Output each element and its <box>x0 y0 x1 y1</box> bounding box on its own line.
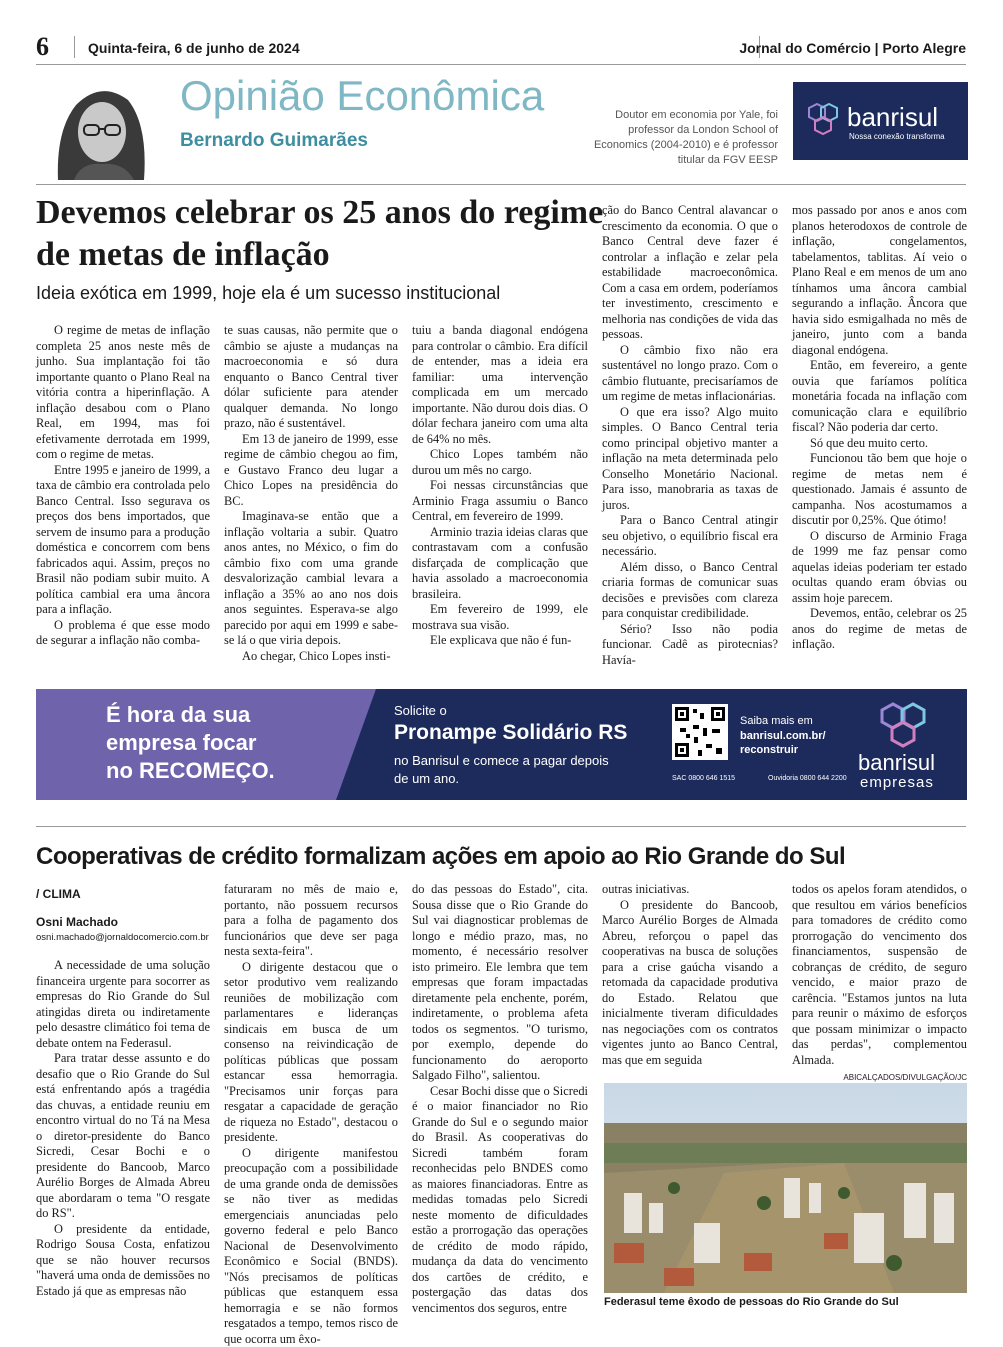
ad-desc-line: de um ano. <box>394 771 459 786</box>
paragraph: Arminio trazia ideias claras que contrastavam com a confusão disfarçada de complicação que havia assolado a macroeconomia brasileira. <box>412 525 588 603</box>
paragraph: Só que deu muito certo. <box>792 436 967 452</box>
ad-product: Pronampe Solidário RS <box>394 721 627 745</box>
paragraph: todos os apelos foram atendidos, o que resultou em vários benefícios para tomadores de crédito como prorrogação do vencimento dos financiamentos, suspensão de cobranças de crédito, de seguro vencido, e maior prazo de carência. "Estamos juntos na luta para reunir o máximo de esforços que possam minimizar o impacto das perdas", complementou Almada. <box>792 882 967 1068</box>
header-divider <box>74 36 75 58</box>
paragraph: Imaginava-se então que a inflação voltaria a subir. Quatro anos antes, no México, o fim do câmbio fixo com uma grande desvalorização cambial levara a inflação a 35% ao ano nos dois anos seguintes. Esperava-se algo parecido por aqui em 1999 e sabe-se lá o que viria depois. <box>224 509 398 649</box>
paragraph: O dirigente manifestou preocupação com a possibilidade de uma grande onda de demissões se não tiver as medidas emergenciais anunciadas pelo governo federal e pelo Banco Nacional de Desenvolvimento Econômico e Social (BNDS). "Nós precisamos de políticas públicas que estanquem essa hemorragia e se não formos resgatados a tempo, temos risco de que ocorra um êxo- <box>224 1146 398 1347</box>
article1-column-2 <box>224 323 398 664</box>
banrisul-logo-icon <box>805 102 841 138</box>
sponsor-logo <box>793 82 968 160</box>
ad-brand: banrisul <box>858 750 935 776</box>
ad-url[interactable]: banrisul.com.br/ <box>740 730 826 742</box>
article2-column-2 <box>224 882 398 1347</box>
paragraph: Sério? Isso não podia funcionar. Cadê as pirotecnias? Havía- <box>602 622 778 669</box>
banrisul-logo-icon <box>876 701 930 751</box>
section-rule <box>36 184 966 185</box>
paragraph: ção do Banco Central alavancar o crescimento da economia. O que o Banco Central deve fazer é controlar a inflação e zelar pela estabilidade macroeconômica. Com a casa em ordem, poderíamos ter investimento, crescimento e melhoria nas condições de vida das pessoas. <box>602 203 778 343</box>
paragraph: te suas causas, não permite que o câmbio se ajuste a mudanças na macroeconomia e só dura enquanto o Banco Central tiver dólar suficiente para atender qualquer demanda. No longo prazo, não é sustentável. <box>224 323 398 432</box>
paragraph: O problema é que esse modo de segurar a inflação não comba- <box>36 618 210 649</box>
paragraph: Foi nessas circunstâncias que Arminio Fraga assumiu o Banco Central, em fevereiro de 1999. <box>412 478 588 525</box>
ad-solicite: Solicite o <box>394 703 447 718</box>
paragraph: mos passado por anos e anos com planos heterodoxos de controle de inflação, congelamentos, tabelamentos, tablitas. Aí veio o Plano Real e em menos de um ano tínhamos uma âncora cambial segurando a inflação. Âncora que havia sido esmigalhada no mês de janeiro, junto com a banda diagonal endógena. <box>792 203 967 358</box>
ad-headline-line: no RECOMEÇO. <box>106 757 275 785</box>
article1-column-4 <box>602 203 778 668</box>
ad-ouvidoria: Ouvidoria 0800 644 2200 <box>768 775 847 782</box>
paragraph: O discurso de Arminio Fraga de 1999 me faz pensar como aquelas ideias poderiam ter estado ocultas quando eram óbvias ou assim hoje parecem. <box>792 529 967 607</box>
article2-author: Osni Machado <box>36 915 118 929</box>
article2-headline: Cooperativas de crédito formalizam ações em apoio ao Rio Grande do Sul <box>36 843 845 871</box>
paragraph: outras iniciativas. <box>602 882 778 898</box>
sponsor-tagline: Nossa conexão transforma <box>849 132 945 141</box>
article-headline: Devemos celebrar os 25 anos do regime de metas de inflação <box>36 192 606 276</box>
ad-brand-sub: empresas <box>860 774 934 791</box>
paragraph: Para o Banco Central atingir seu objetivo, o equilíbrio fiscal era necessário. <box>602 513 778 560</box>
header-rule <box>36 64 966 65</box>
section-rule <box>36 826 966 827</box>
paragraph: Em 13 de janeiro de 1999, esse regime de câmbio chegou ao fim, e Gustavo Franco deu lugar a Chico Lopes na presidência do BC. <box>224 432 398 510</box>
paragraph: Ele explicava que não é fun- <box>412 633 588 649</box>
ad-headline-line: empresa focar <box>106 729 275 757</box>
paragraph: Entre 1995 e janeiro de 1999, a taxa de câmbio era controlada pelo Banco Central. Isso segurava os preços dos bens importados, que servem de insumo para a produção doméstica e concorrem com bens fabricados aqui. Assim, preços no Brasil não podiam subir muito. A política cambial era uma âncora para a inflação. <box>36 463 210 618</box>
article1-column-3 <box>412 323 588 649</box>
photo-caption: Federasul teme êxodo de pessoas do Rio Grande do Sul <box>604 1296 899 1308</box>
header-date: Quinta-feira, 6 de junho de 2024 <box>88 40 300 56</box>
section-tag: / CLIMA <box>36 887 81 901</box>
paragraph: O presidente do Bancoob, Marco Aurélio Borges de Almada Abreu, reforçou o papel das cooperativas na busca de soluções para a crise gaúcha visando a retomada da capacidade produtiva do Estado. Relatou que inicialmente tiveram dificuldades nas negociações com os contratos vigentes junto ao Banco Central, mas que em seguida <box>602 898 778 1069</box>
article2-column-5 <box>792 882 967 1068</box>
article1-column-1 <box>36 323 210 649</box>
photo-credit: ABICALÇADOS/DIVULGAÇÃO/JC <box>604 1073 967 1082</box>
article1-column-5 <box>792 203 967 653</box>
paragraph: Então, em fevereiro, a gente ouvia que faríamos política monetária focada na inflação com comunicação clara e equilíbrio fiscal? Não poderia dar certo. <box>792 358 967 436</box>
article2-column-3 <box>412 882 588 1316</box>
paragraph: Ao chegar, Chico Lopes insti- <box>224 649 398 665</box>
ad-headline-line: É hora da sua <box>106 701 275 729</box>
paragraph: A necessidade de uma solução financeira urgente para socorrer as empresas do Rio Grande do Sul atingidas direta ou indiretamente pelo desastre climático foi tema de debate ontem na Federasul. <box>36 958 210 1051</box>
paragraph: O presidente da entidade, Rodrigo Sousa Costa, enfatizou que se não houver recursos "haverá uma onda de demissões no Estado já que as empresas não <box>36 1222 210 1300</box>
paragraph: Além disso, o Banco Central criaria formas de comunicar suas decisões e previsões com clareza para conquistar credibilidade. <box>602 560 778 622</box>
page-number: 6 <box>36 32 49 62</box>
article2-column-1 <box>36 958 210 1299</box>
article2-column-4 <box>602 882 778 1068</box>
ad-headline <box>106 701 275 785</box>
paragraph: O câmbio fixo não era sustentável no longo prazo. Com o câmbio flutuante, precisaríamos de um regime de metas inflacionárias. <box>602 343 778 405</box>
author-photo <box>36 70 166 180</box>
ad-desc-line: no Banrisul e comece a pagar depois <box>394 753 609 768</box>
paragraph: Devemos, então, celebrar os 25 anos do regime de metas de inflação. <box>792 606 967 653</box>
column-title: Opinião Econômica <box>180 72 544 120</box>
paragraph: Para tratar desse assunto e do desafio que o Rio Grande do Sul está enfrentando após a tragédia das chuvas, a entidade reuniu em encontro virtual do no Tá na Mesa o diretor-presidente do Banco Sicredi, Cesar Bochi e o presidente do Bancoob, Marco Aurélio Borges de Almada Abreu que abordaram o tema "O resgate do RS". <box>36 1051 210 1222</box>
paragraph: Chico Lopes também não durou um mês no cargo. <box>412 447 588 478</box>
header-publication: Jornal do Comércio | Porto Alegre <box>739 40 966 56</box>
sponsor-name: banrisul <box>847 102 938 133</box>
qr-code-icon[interactable] <box>672 704 728 760</box>
ad-sac: SAC 0800 646 1515 <box>672 775 735 782</box>
paragraph: O que era isso? Algo muito simples. O Banco Central teria como principal objetivo manter a inflação na meta determinada pelo Conselho Monetário Nacional. Para isso, manobraria as taxas de juros. <box>602 405 778 514</box>
article-subheadline: Ideia exótica em 1999, hoje ela é um sucesso institucional <box>36 283 500 304</box>
ad-banner[interactable] <box>36 689 967 800</box>
ad-url[interactable]: reconstruir <box>740 744 798 756</box>
paragraph: do das pessoas do Estado", cita. Sousa disse que o Rio Grande do Sul vai diagnosticar problemas de longo e médio prazo, mas, no momento, é necessário resolver isto primeiro. Ele lembra que tem empresas que foram impactadas diretamente pela enchente, porém, indiretamente, o problema afeta todos os segmentos. "O turismo, por exemplo, depende do funcionamento do aeroporto Salgado Filho", salientou. <box>412 882 588 1084</box>
paragraph: tuiu a banda diagonal endógena para controlar o câmbio. Era difícil de entender, mas a ideia era familiar: uma intervenção complicada em um mercado importante. Não durou dois dias. O dólar fechara janeiro com uma alta de 64% no mês. <box>412 323 588 447</box>
paragraph: O regime de metas de inflação completa 25 anos neste mês de junho. Sua implantação foi tão importante quanto o Plano Real na vitória contra a hiperinflação. A inflação desabou com o Plano Real, em 1994, mas foi efetivamente derrotada em 1999, com o regime de metas. <box>36 323 210 463</box>
paragraph: Em fevereiro de 1999, ele mostrava sua visão. <box>412 602 588 633</box>
paragraph: O dirigente destacou que o setor produtivo vem realizando reuniões de mobilização com parlamentares e lideranças sindicais em busca de um consenso na reivindicação de políticas públicas que possam estancar essa hemorragia. "Precisamos unir forças para resgatar a capacidade de geração de riqueza no Estado", destacou o presidente. <box>224 960 398 1146</box>
paragraph: Cesar Bochi disse que o Sicredi é o maior financiador no Rio Grande do Sul e o segundo maior do Brasil. As cooperativas do Sicredi também foram reconhecidas pelo BNDES como as maiores financiadoras. Entre as medidas tomadas pelo Sicredi neste momento de dificuldades estão a prorrogação das operações de crédito de modo rápido, mudança da data do vencimento dos cartões de crédito, e postergação das datas dos vencimentos dos seguros, entre <box>412 1084 588 1317</box>
paragraph: Funcionou tão bem que hoje o regime de metas nem é questionado. Jamais é assunto de campanha. Nos acostumamos a discutir por 0,25%. Que ótimo! <box>792 451 967 529</box>
column-author: Bernardo Guimarães <box>180 130 368 152</box>
author-bio: Doutor em economia por Yale, foi professor da London School of Economics (2004-2010) e é professor titular da FGV EESP <box>590 108 778 168</box>
author-email[interactable]: osni.machado@jornaldocomercio.com.br <box>36 932 209 943</box>
flood-city-photo <box>604 1083 967 1293</box>
paragraph: faturaram no mês de maio e, portanto, não possuem recursos para a folha de pagamento dos funcionários que deve ser paga nesta sexta-feira". <box>224 882 398 960</box>
ad-saiba: Saiba mais em <box>740 715 813 727</box>
